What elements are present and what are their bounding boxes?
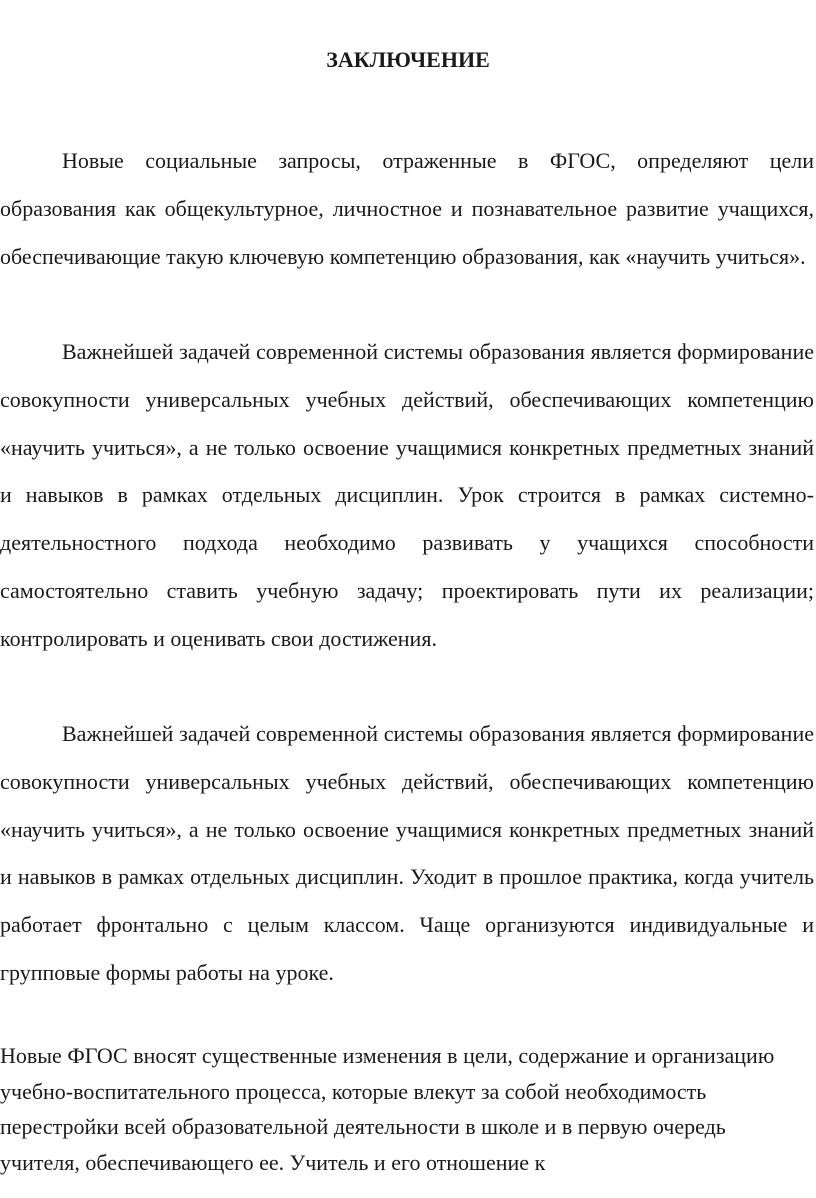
paragraph-2: Важнейшей задачей современной системы образования является формирование совокупности универсальных учебных действий, обеспечивающих компетенцию «научить учиться», а не только освоение учащимися конкретных предметных знаний и навыков в рамках отдельных дисциплин. Урок строится в рамках системно-деятельностного подхода необходимо развивать у учащихся способности самостоятельно ставить учебную задачу; проектировать пути их реализации; контролировать и оценивать свои достижения. xyxy=(0,339,814,651)
paragraph-1: Новые социальные запросы, отраженные в ФГОС, определяют цели образования как общекультурное, личностное и познавательное развитие учащихся, обеспечивающие такую ключевую компетенцию образования, как «научить учиться». xyxy=(0,148,814,269)
page-title: ЗАКЛЮЧЕНИЕ xyxy=(326,47,490,72)
paragraph-4: Новые ФГОС вносят существенные изменения в цели, содержание и организацию учебно-воспитательного процесса, которые влекут за собой необходимость перестройки всей образовательной деятельности в школе и в первую очередь учителя, обеспечивающего ее. Учитель и его отношение к xyxy=(0,1043,775,1175)
paragraph-3: Важнейшей задачей современной системы образования является формирование совокупности универсальных учебных действий, обеспечивающих компетенцию «научить учиться», а не только освоение учащимися конкретных предметных знаний и навыков в рамках отдельных дисциплин. Уходит в прошлое практика, когда учитель работает фронтально с целым классом. Чаще организуются индивидуальные и групповые формы работы на уроке. xyxy=(0,721,814,985)
